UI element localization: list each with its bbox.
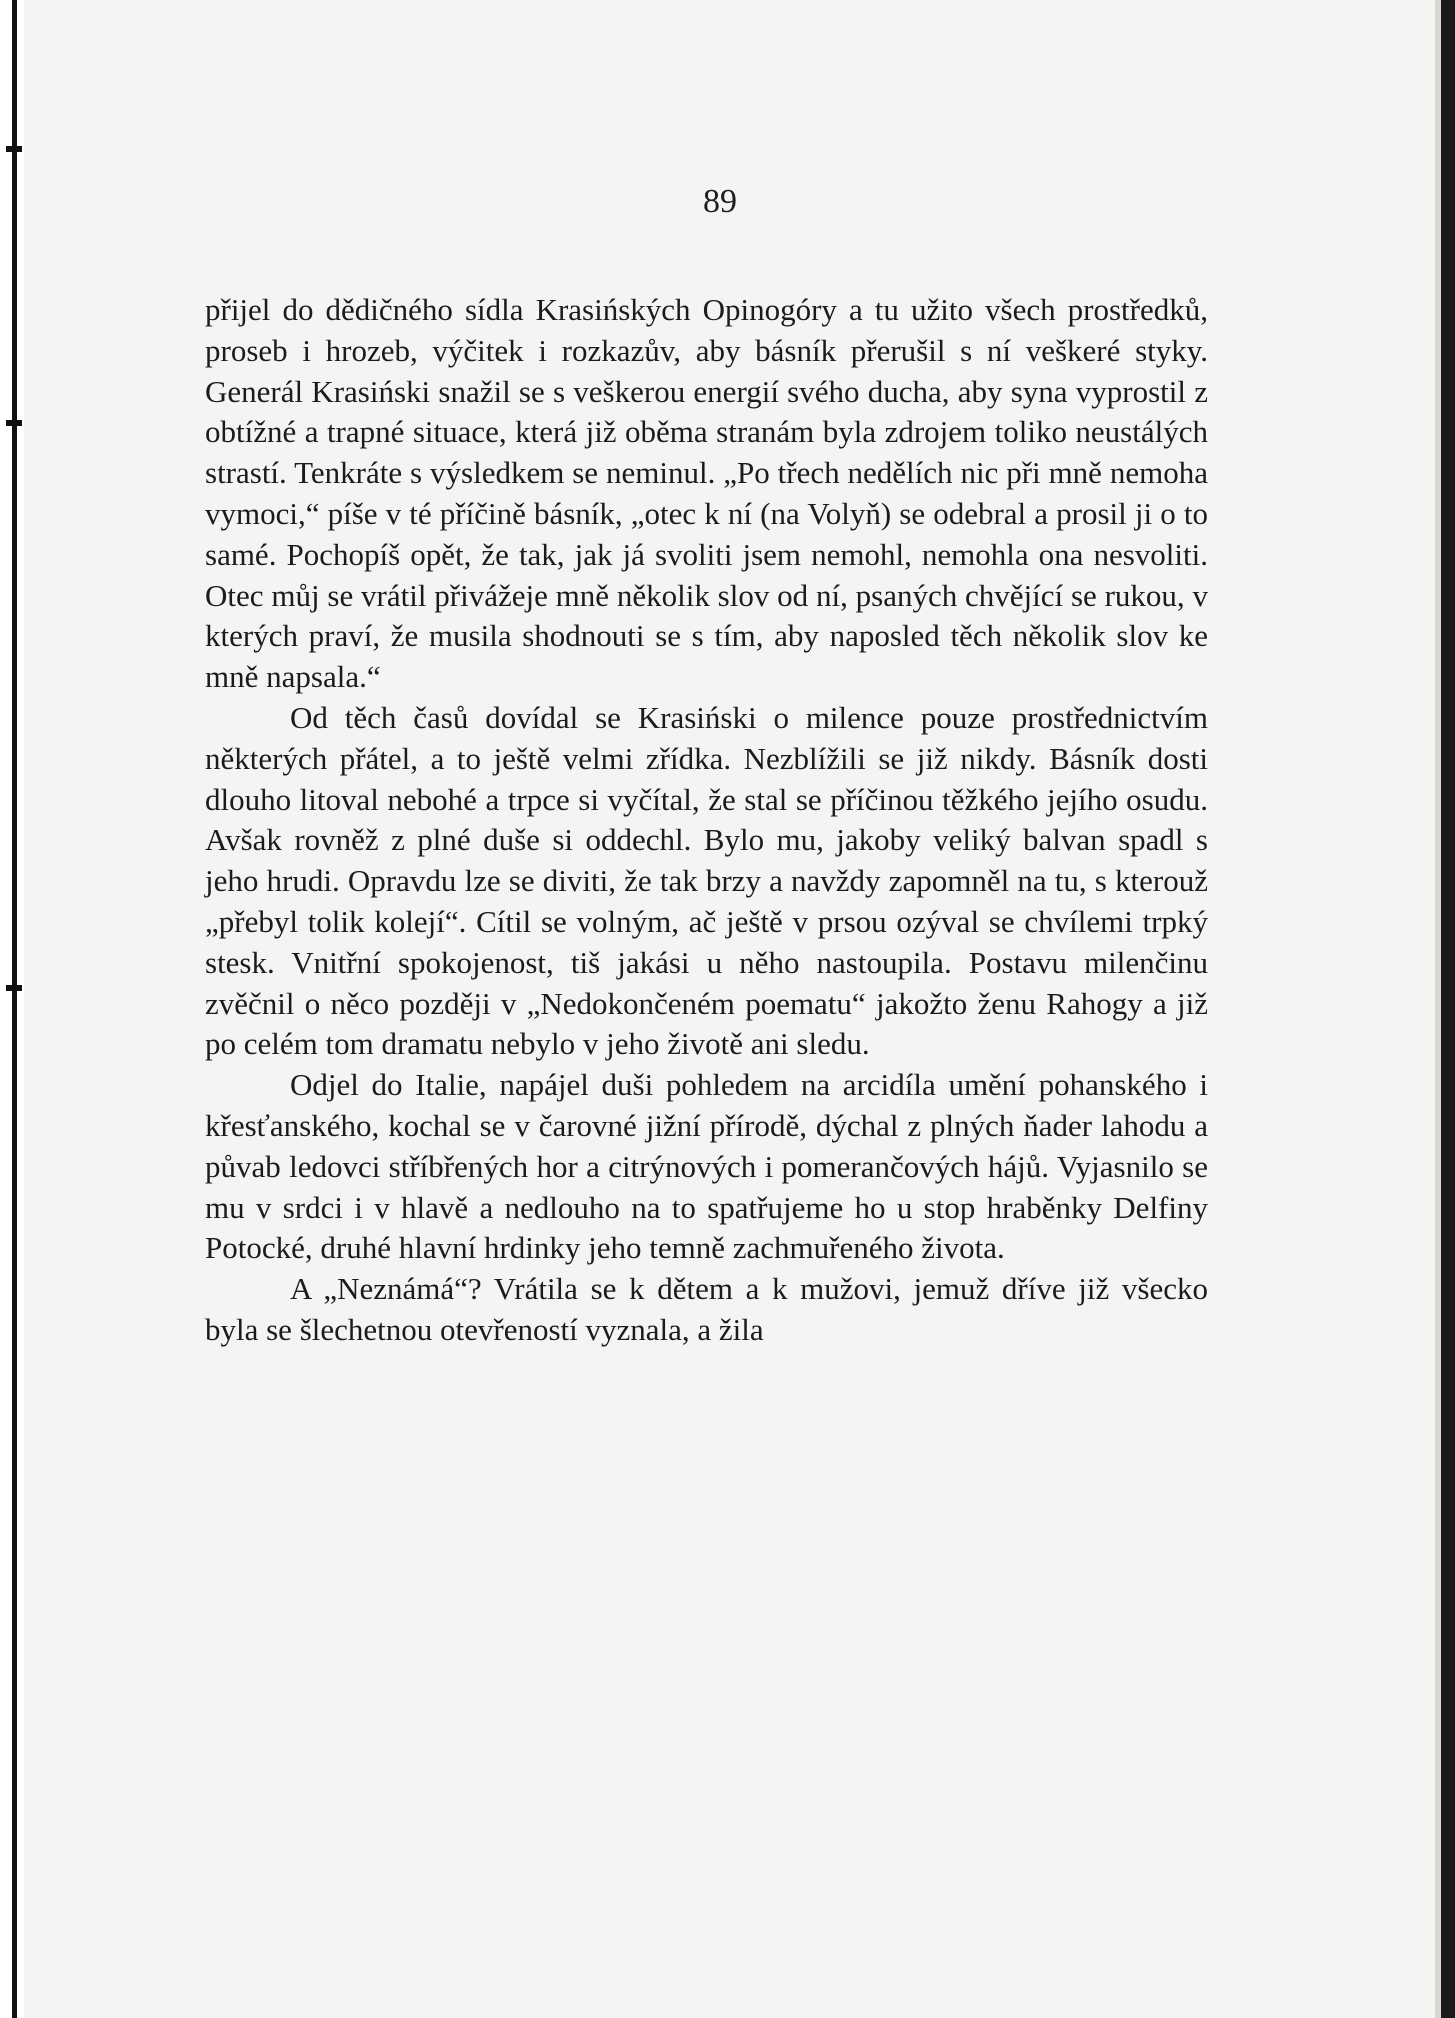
binding-tick-mark [6, 146, 22, 152]
binding-tick-mark [6, 985, 22, 991]
binding-tick-mark [6, 420, 22, 426]
paragraph: Odjel do Italie, napájel duši pohledem na arcidíla umění pohanského i křesťanského, kochal se v čarovné jižní přírodě, dýchal z plných ňader lahodu a půvab ledovci stříbřených hor a citrýnových i pomerančových hájů. Vyjasnilo se mu v srdci i v hlavě a nedlouho na to spatřujeme ho u stop hraběnky Delfiny Potocké, druhé hlavní hrdinky jeho temně zachmuřeného života. [205, 1067, 1208, 1266]
paragraph: Od těch časů dovídal se Krasiński o milence pouze prostřednictvím některých přátel, a to ještě velmi zřídka. Nezblížili se již nikdy. Básník dosti dlouho litoval nebohé a trpce si vyčítal, že stal se příčinou těžkého jejího osudu. Avšak rovněž z plné duše si oddechl. Bylo mu, jakoby veliký balvan spadl s jeho hrudi. Opravdu lze se diviti, že tak brzy a navždy zapomněl na tu, s kterouž „přebyl tolik kolejí“. Cítil se volným, ač ještě v prsou ozýval se chvílemi trpký stesk. Vnitřní spokojenost, tiš jakási u něho nastoupila. Postavu milenčinu zvěčnil o něco později v „Nedokončeném poematu“ jakožto ženu Rahogy a již po celém tom dramatu nebylo v jeho životě ani sledu. [205, 699, 1208, 1062]
paragraph: přijel do dědičného sídla Krasińských Opinogóry a tu užito všech prostředků, proseb i hrozeb, výčitek i rozkazův, aby básník přerušil s ní veškeré styky. Generál Krasiński snažil se s veškerou energií svého ducha, aby syna vyprostil z obtížné a trapné situace, která již oběma stranám byla zdrojem toliko neustálých strastí. Tenkráte s výsledkem se neminul. „Po třech nedělích nic při mně nemoha vymoci,“ píše v té příčině básník, „otec k ní (na Volyň) se odebral a prosil ji o to samé. Pochopíš opět, že tak, jak já svoliti jsem nemohl, nemohla ona nesvoliti. Otec můj se vrátil přivážeje mně několik slov od ní, psaných chvějící se rukou, v kterých praví, že musila shodnouti se s tím, aby naposled těch několik slov ke mně napsala.“ [205, 292, 1208, 695]
page-right-edge [1441, 0, 1455, 2018]
binding-edge-line [12, 0, 17, 2018]
paragraph: A „Neznámá“? Vrátila se k dětem a k mužovi, jemuž dříve již všecko byla se šlechetnou otevřeností vyznala, a žila [205, 1271, 1208, 1347]
page-number: 89 [703, 183, 737, 220]
body-text [205, 290, 1208, 1351]
